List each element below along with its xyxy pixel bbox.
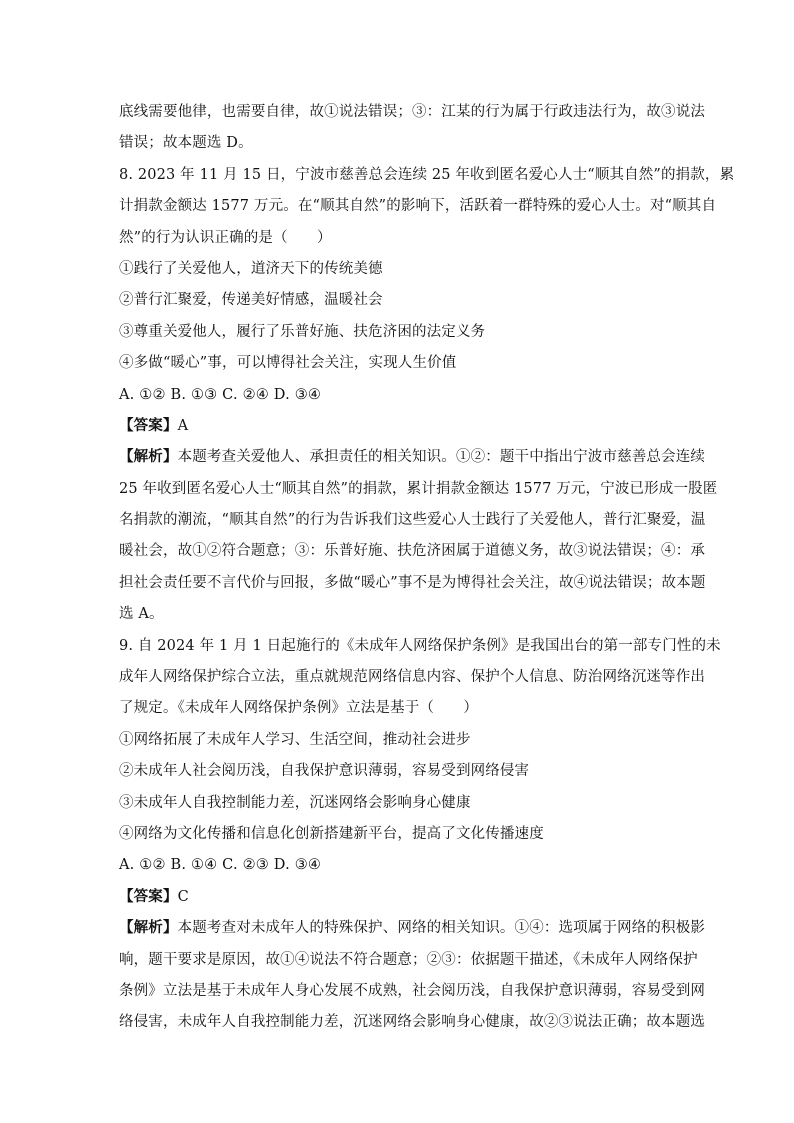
q9-statement: ①网络拓展了未成年人学习、生活空间，推动社会进步	[119, 731, 471, 748]
q8-stem-line: 计捐款金额达 1577 万元。在“顺其自然”的影响下，活跃着一群特殊的爱心人士。对“顺其自	[119, 198, 717, 215]
q9-analysis-line: 响，题干要求是原因，故①④说法不符合题意；②③：依据题干描述，《未成年人网络保护	[119, 951, 698, 968]
q9-answer	[119, 882, 679, 913]
q8-analysis-line: 担社会责任要不言代价与回报，多做“暖心”事不是为博得社会关注，故④说法错误；故本题	[119, 574, 706, 591]
q8-analysis-line: 25 年收到匿名爱心人士“顺其自然”的捐款，累计捐款金额达 1577 万元，宁波已形成一股匿	[119, 480, 718, 497]
q8-analysis-line	[119, 442, 706, 473]
document-page	[119, 97, 735, 1039]
q9-analysis-line: 络侵害，未成年人自我控制能力差，沉迷网络会影响身心健康，故②③说法正确；故本题选	[119, 1014, 705, 1031]
q8-stem-line: 然”的行为认识正确的是（ ）	[119, 229, 332, 246]
q9-statement: ④网络为文化传播和信息化创新搭建新平台，提高了文化传播速度	[119, 825, 544, 842]
q9-stem-line: 成年人网络保护综合立法，重点就规范网络信息内容、保护个人信息、防治网络沉迷等作出	[119, 669, 705, 686]
q9-choices: A. ①② B. ①④ C. ②③ D. ③④	[119, 857, 322, 874]
q8-answer	[119, 411, 679, 442]
q9-stem-line: 了规定。《未成年人网络保护条例》立法是基于（ ）	[119, 700, 478, 717]
q8-statement: ③尊重关爱他人，履行了乐普好施、扶危济困的法定义务	[119, 323, 486, 340]
continuation-line: 错误；故本题选 D。	[119, 135, 253, 152]
analysis-tag: 【解析】	[119, 920, 178, 937]
answer-value: C	[177, 888, 189, 905]
q8-statement: ④多做“暖心”事，可以博得社会关注，实现人生价值	[119, 355, 457, 372]
q9-statement: ②未成年人社会阅历浅，自我保护意识薄弱，容易受到网络侵害	[119, 763, 530, 780]
answer-tag: 【答案】	[119, 888, 178, 905]
analysis-text: 本题考查对未成年人的特殊保护、网络的相关知识。①④：选项属于网络的积极影	[177, 920, 706, 937]
q9-statement: ③未成年人自我控制能力差，沉迷网络会影响身心健康	[119, 794, 471, 811]
answer-tag: 【答案】	[119, 417, 178, 434]
q9-analysis-line	[119, 913, 706, 944]
q8-statement: ①践行了关爱他人，道济天下的传统美德	[119, 260, 383, 277]
q8-analysis-line: 暖社会，故①②符合题意；③：乐普好施、扶危济困属于道德义务，故③说法错误；④：承	[119, 543, 705, 560]
q8-choices: A. ①② B. ①③ C. ②④ D. ③④	[119, 386, 322, 403]
q8-stem-line: 8. 2023 年 11 月 15 日，宁波市慈善总会连续 25 年收到匿名爱心人士“顺其自然”的捐款，累	[119, 166, 735, 183]
answer-value: A	[177, 417, 189, 434]
q8-statement: ②普行汇聚爱，传递美好情感，温暖社会	[119, 292, 383, 309]
q8-analysis-line: 名捐款的潮流，“顺其自然”的行为告诉我们这些爱心人士践行了关爱他人，普行汇聚爱，温	[119, 512, 706, 529]
q9-analysis-line: 条例》立法是基于未成年人身心发展不成熟，社会阅历浅，自我保护意识薄弱，容易受到网	[119, 982, 705, 999]
analysis-tag: 【解析】	[119, 449, 178, 466]
q8-analysis-line: 选 A。	[119, 606, 164, 623]
q9-stem-line: 9. 自 2024 年 1 月 1 日起施行的《未成年人网络保护条例》是我国出台的第一部专门性的未	[119, 637, 721, 654]
continuation-line: 底线需要他律，也需要自律，故①说法错误；③：江某的行为属于行政违法行为，故③说法	[119, 104, 705, 120]
analysis-text: 本题考查关爱他人、承担责任的相关知识。①②：题干中指出宁波市慈善总会连续	[177, 449, 706, 466]
